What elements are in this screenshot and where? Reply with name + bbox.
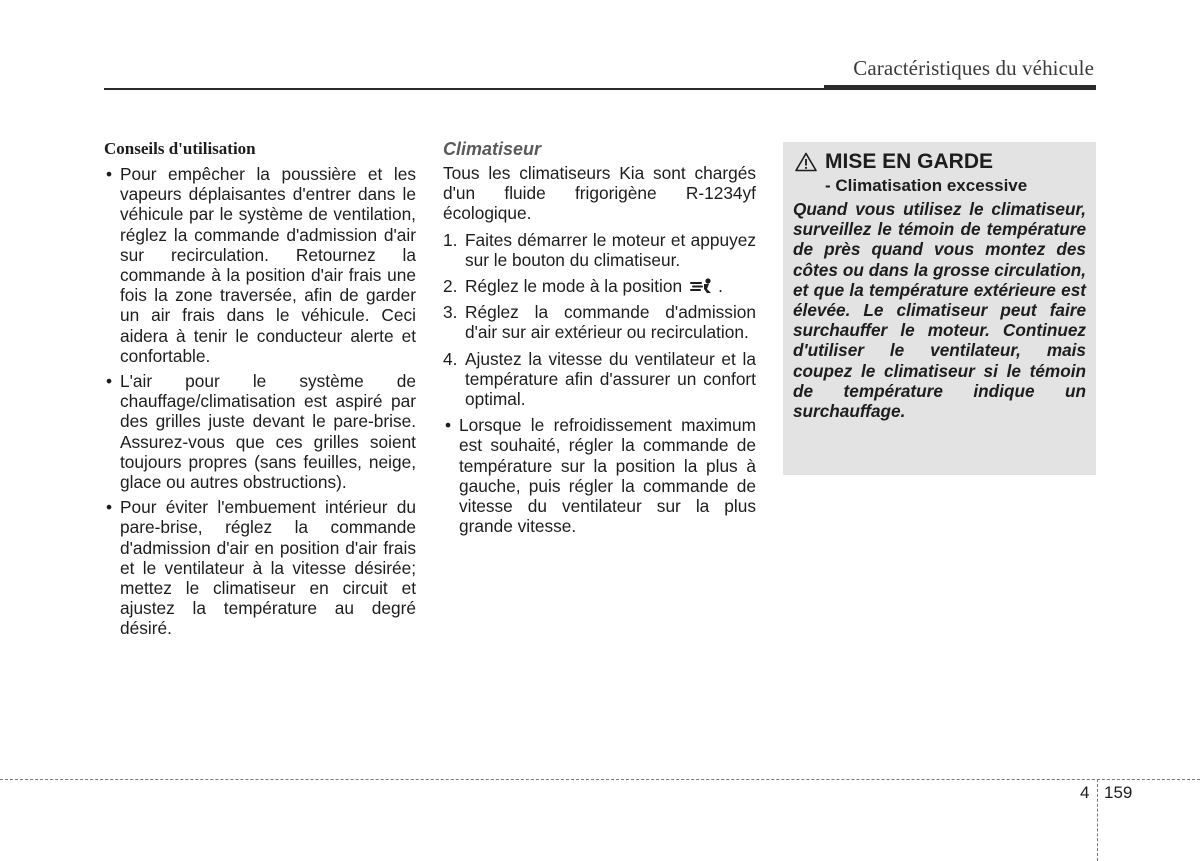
step-suffix: . (718, 276, 723, 297)
step-number: 2. (443, 276, 458, 297)
step-number: 1. (443, 229, 458, 250)
list-item (104, 164, 416, 366)
step-item (443, 302, 756, 342)
step-text: Réglez le mode à la position (465, 276, 683, 297)
header-rule-accent (824, 85, 1096, 90)
page-number: 159 (1104, 783, 1133, 802)
usage-tips-list (104, 164, 416, 639)
footer-rule (0, 779, 1200, 780)
steps-list (443, 230, 756, 410)
step-text: Ajustez la vitesse du ventilateur et la température afin d'assurer un confort optimal. (465, 348, 756, 410)
step-item (443, 349, 756, 410)
face-vent-mode-icon (690, 278, 712, 294)
list-item (104, 497, 416, 638)
bullet-mark: • (106, 371, 113, 392)
middle-column (443, 139, 756, 541)
warning-title-text: MISE EN GARDE (825, 150, 994, 173)
step-text: Réglez la commande d'admission d'air sur air extérieur ou recirculation. (465, 302, 756, 343)
page-header-title: Caractéristiques du véhicule (853, 56, 1094, 80)
bullet-mark: • (445, 415, 452, 436)
bullet-mark: • (106, 497, 113, 518)
max-cooling-list (443, 415, 756, 536)
warning-title (795, 150, 1086, 174)
intro-paragraph: Tous les climatiseurs Kia sont chargés d'un fluide frigorigène R-1234yf écologique. (443, 163, 756, 224)
step-item (443, 230, 756, 270)
step-number: 3. (443, 302, 458, 323)
usage-tips-heading: Conseils d'utilisation (104, 139, 256, 158)
list-item-text: L'air pour le système de chauffage/climatisation est aspiré par des grilles juste devant le pare-brise. Assurez-vous que ces grilles soient toujours propres (sans feuilles, neige, glace ou autres obstructions). (120, 371, 416, 493)
step-item (443, 276, 756, 296)
bullet-mark: • (106, 164, 113, 184)
warning-text: Quand vous utilisez le climatiseur, surveillez le témoin de température de près quand vous montez des côtes ou dans la grosse circulation, et que la température extérieure est élevée. Le climatiseur peut faire surchauffer le moteur. Continuez d'utiliser le ventilateur, mais coupez le climatiseur si le témoin de température indique un surchauffage. (793, 199, 1086, 422)
step-number: 4. (443, 348, 458, 369)
list-item-text: Pour éviter l'embuement intérieur du pare-brise, réglez la commande d'admission d'air en position d'air frais et le ventilateur à la vitesse désirée; mettez le climatiseur en circuit et ajustez la température au degré désiré. (120, 497, 416, 639)
list-item-text: Pour empêcher la poussière et les vapeurs déplaisantes d'entrer dans le véhicule par le système de ventilation, réglez la commande d'admission d'air sur recirculation. Retournez la commande à la position d'air frais une fois la zone traversée, afin de garder un air frais dans le véhicule. Ceci aidera à tenir le conducteur alerte et confortable. (120, 164, 416, 366)
list-item (443, 415, 756, 536)
warning-triangle-icon (795, 152, 817, 172)
step-text: Faites démarrer le moteur et appuyez sur le bouton du climatiseur. (465, 229, 756, 270)
list-item-text: Lorsque le refroidissement maximum est souhaité, régler la commande de température sur la position la plus à gauche, puis régler la commande de vitesse du ventilateur sur la plus grande vitesse. (459, 415, 756, 537)
air-conditioner-heading: Climatiseur (443, 139, 542, 159)
left-column (104, 139, 416, 644)
warning-subtitle: - Climatisation excessive (825, 176, 1028, 195)
footer-divider (1097, 779, 1098, 861)
warning-box (783, 142, 1096, 475)
chapter-number: 4 (1080, 783, 1090, 802)
list-item (104, 371, 416, 492)
